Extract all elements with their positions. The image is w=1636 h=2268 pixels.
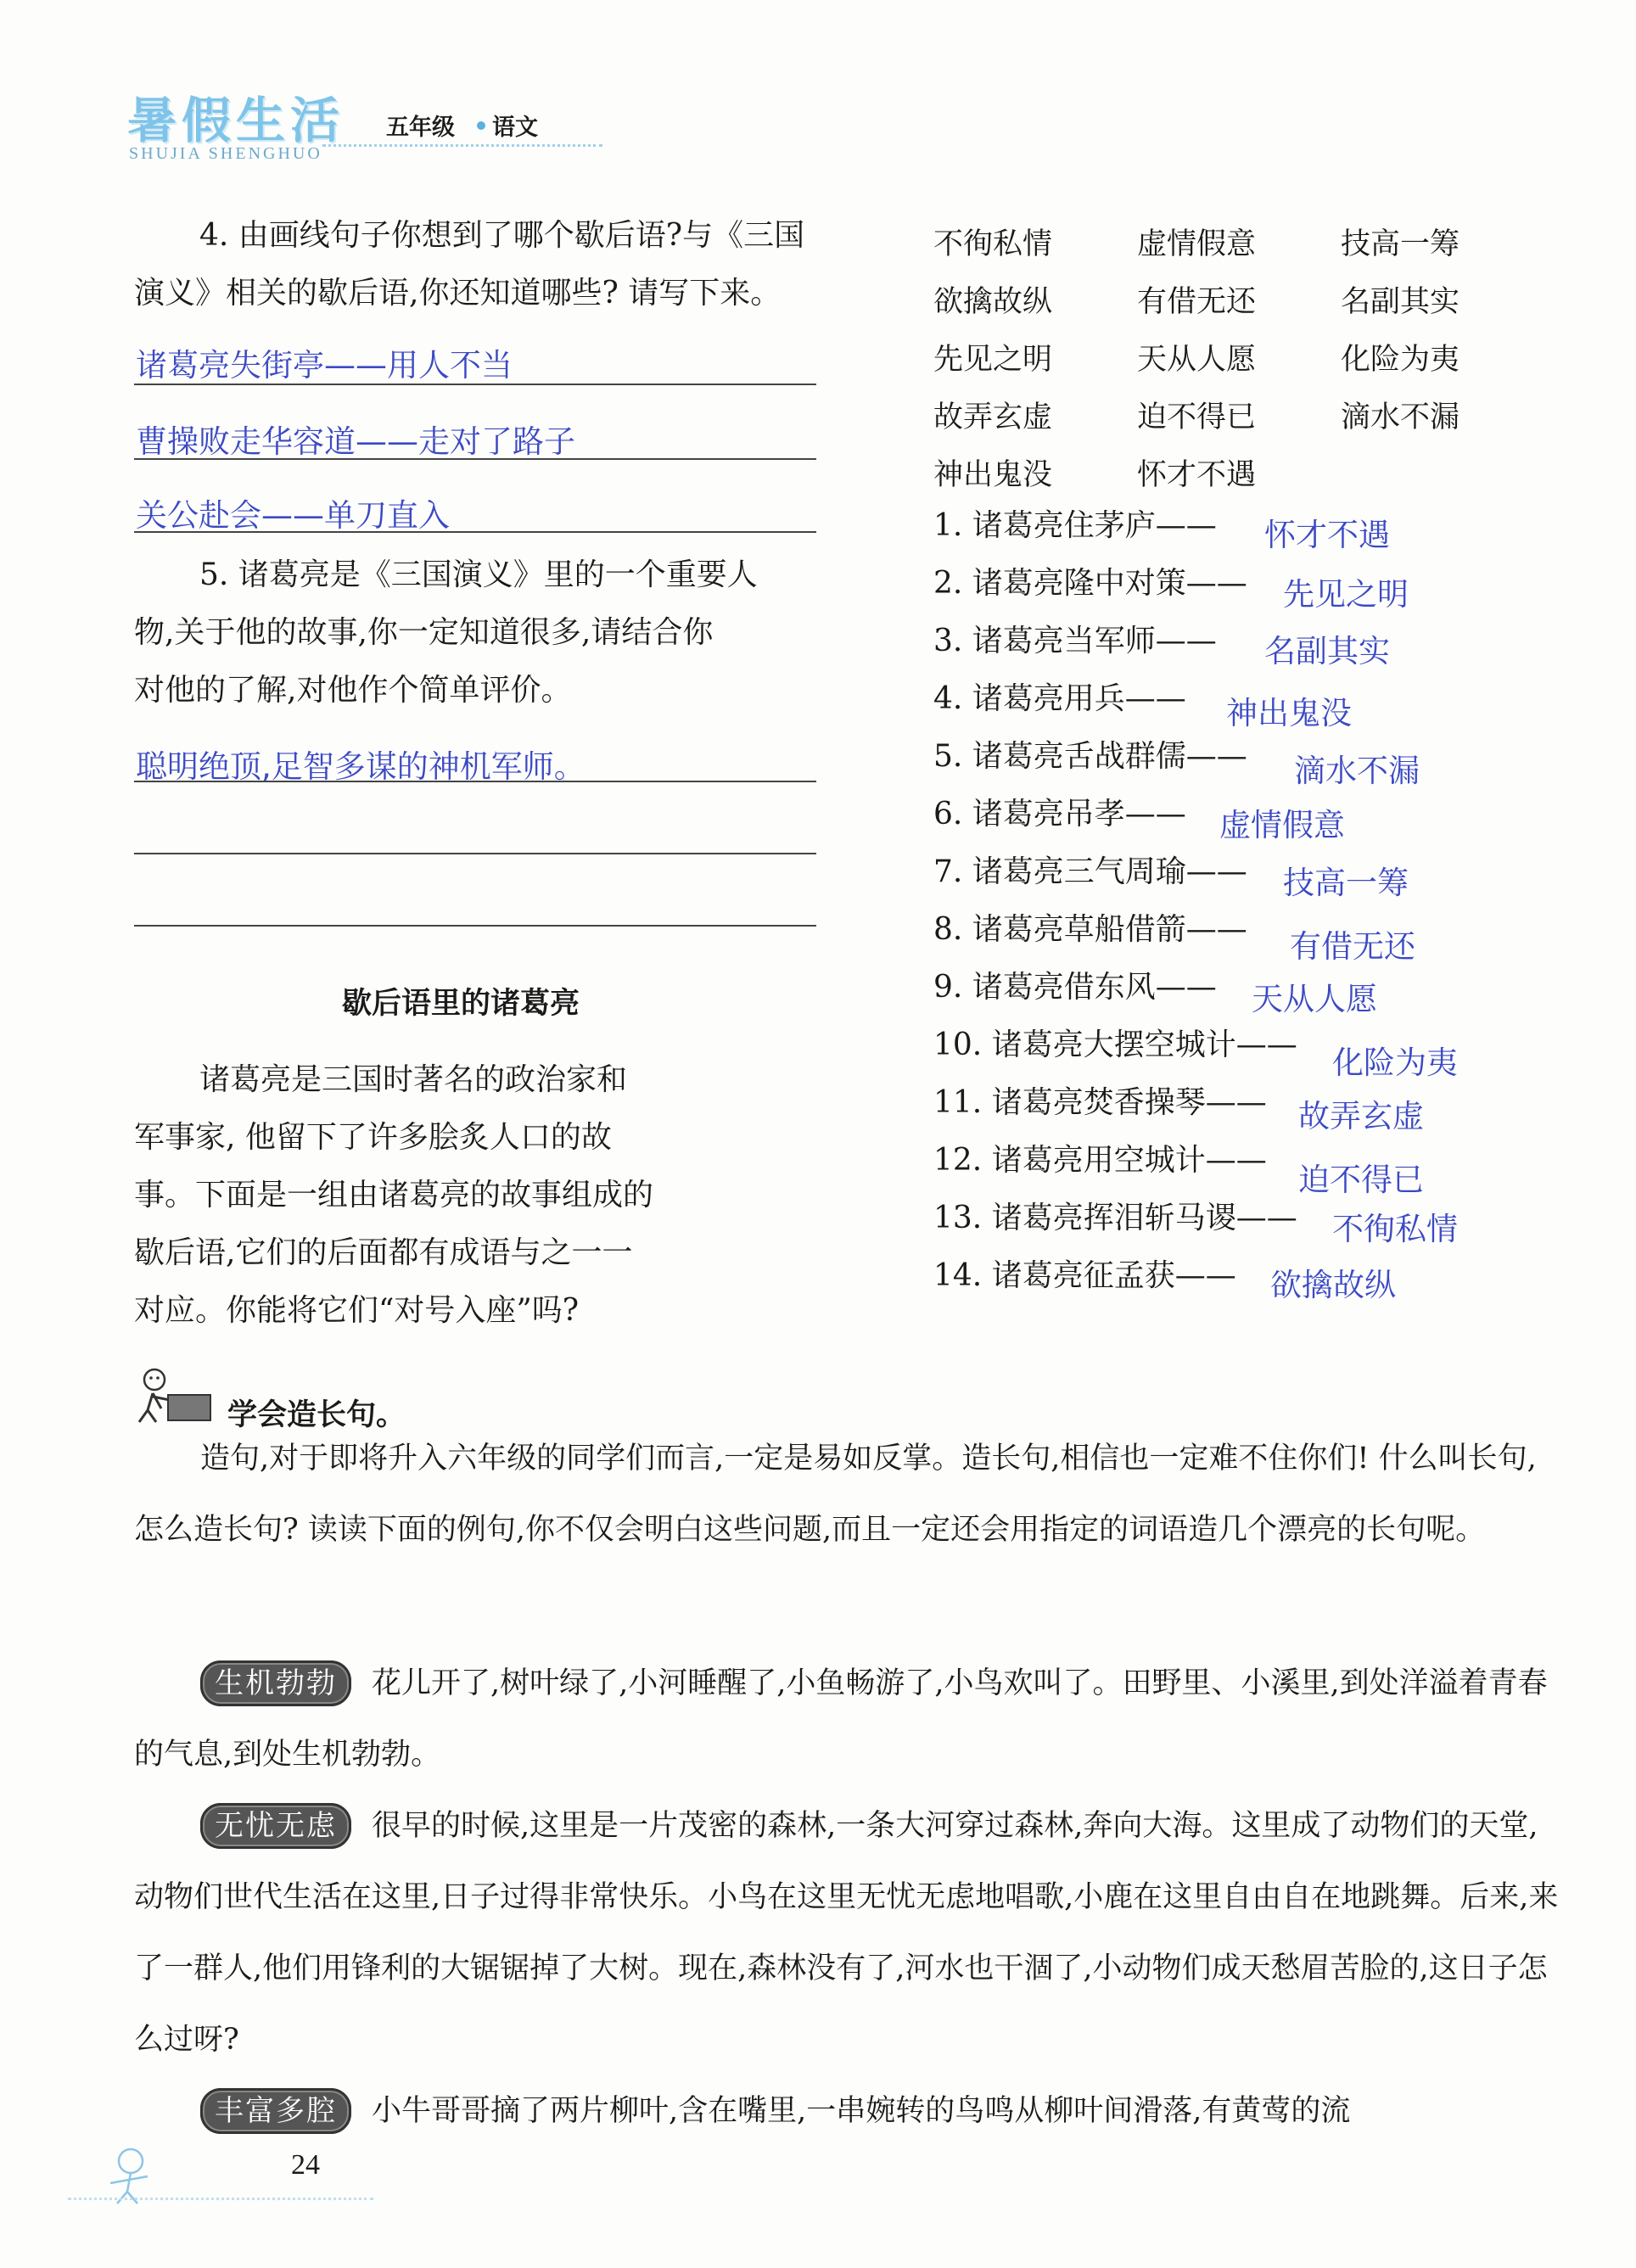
- answer-line: [134, 853, 816, 854]
- match-question: 14. 诸葛亮征孟获——: [933, 1258, 1236, 1293]
- match-answer: 先见之明: [1283, 576, 1409, 613]
- grade-label: 五年级: [386, 115, 455, 141]
- answer-line: [134, 531, 816, 533]
- match-question: 1. 诸葛亮住茅庐——: [933, 508, 1217, 543]
- brand-logo: 暑假生活: [127, 92, 345, 149]
- example-text: 很早的时候,这里是一片茂密的森林,一条大河穿过森林,奔向大海。这里成了动物们的天堂,动物们世代生活在这里,日子过得非常快乐。小鸟在这里无忧无虑地唱歌,小鹿在这里自由自在地跳舞。后来,来了一群人,他们用锋利的大锯锯掉了大树。现在,森林没有了,河水也干涸了,小动物们成天愁眉苦脸的,这日子怎么过呀?: [134, 1809, 1559, 2057]
- match-question: 7. 诸葛亮三气周瑜——: [933, 854, 1247, 889]
- long-sentence-intro: 造句,对于即将升入六年级的同学们而言,一定是易如反掌。造长句,相信也一定难不住你们! 什么叫长句,怎么造长句? 读读下面的例句,你不仅会明白这些问题,而且一定还会用指定的词语造几个漂亮的长句呢。: [134, 1442, 1537, 1547]
- boy-reading-icon: [127, 1366, 212, 1427]
- page-number: 24: [291, 2149, 320, 2181]
- brand-subtitle: SHUJIA SHENGHUO: [129, 144, 322, 163]
- match-answer: 故弄玄虚: [1298, 1098, 1424, 1134]
- match-answer: 名副其实: [1264, 633, 1390, 669]
- match-question: 11. 诸葛亮焚香操琴——: [933, 1085, 1267, 1120]
- header-divider: [322, 144, 602, 147]
- match-question: 9. 诸葛亮借东风——: [933, 970, 1217, 1005]
- idiom-tag: 生机勃勃: [200, 1660, 351, 1706]
- match-question: 8. 诸葛亮草船借箭——: [933, 912, 1247, 947]
- section-title: 歇后语里的诸葛亮: [342, 987, 580, 1021]
- example-text: 花儿开了,树叶绿了,小河睡醒了,小鱼畅游了,小鸟欢叫了。田野里、小溪里,到处洋溢着青春的气息,到处生机勃勃。: [134, 1666, 1548, 1772]
- section-line-5: 对应。你能将它们“对号入座”吗?: [134, 1293, 580, 1328]
- section-line-1: 诸葛亮是三国时著名的政治家和: [199, 1062, 628, 1097]
- answer-line: [134, 781, 816, 782]
- section-line-4: 歇后语,它们的后面都有成语与之一一: [134, 1235, 633, 1270]
- q4-line-2: 演义》相关的歇后语,你还知道哪些? 请写下来。: [134, 276, 782, 311]
- answer-line: [134, 925, 816, 927]
- match-answer: 怀才不遇: [1264, 517, 1390, 553]
- match-answer: 有借无还: [1290, 928, 1415, 965]
- idiom: 化险为夷: [1341, 343, 1460, 377]
- match-answer: 滴水不漏: [1294, 753, 1420, 789]
- match-answer: 技高一筹: [1283, 865, 1409, 901]
- idiom: 欲擒故纵: [933, 285, 1053, 319]
- match-answer: 不徇私情: [1332, 1211, 1458, 1247]
- match-answer: 天从人愿: [1252, 981, 1377, 1017]
- q4-line-1: 4. 由画线句子你想到了哪个歇后语?与《三国: [199, 218, 805, 253]
- q4-answer-1: 诸葛亮失街亭——用人不当: [136, 347, 513, 384]
- match-question: 12. 诸葛亮用空城计——: [933, 1143, 1267, 1178]
- idiom: 有借无还: [1137, 285, 1257, 319]
- match-answer: 欲擒故纵: [1270, 1267, 1396, 1303]
- example-paragraph: [134, 1648, 1560, 1790]
- match-question: 6. 诸葛亮吊孝——: [933, 797, 1186, 832]
- idiom: 名副其实: [1341, 285, 1460, 319]
- example-text: 小牛哥哥摘了两片柳叶,含在嘴里,一串婉转的鸟鸣从柳叶间滑落,有黄莺的流: [372, 2094, 1351, 2128]
- footer-kid-icon: [85, 2142, 161, 2210]
- answer-line: [134, 458, 816, 460]
- section-line-2: 军事家, 他留下了许多脍炙人口的故: [134, 1120, 612, 1155]
- match-question: 2. 诸葛亮隆中对策——: [933, 566, 1247, 601]
- q5-answer: 聪明绝顶,足智多谋的神机军师。: [136, 748, 585, 785]
- answer-line: [134, 384, 816, 385]
- idiom-tag: 无忧无虑: [200, 1803, 351, 1849]
- idiom: 神出鬼没: [933, 458, 1053, 492]
- separator-dot-icon: [477, 121, 485, 130]
- match-answer: 神出鬼没: [1226, 695, 1352, 731]
- match-question: 10. 诸葛亮大摆空城计——: [933, 1028, 1297, 1062]
- match-question: 4. 诸葛亮用兵——: [933, 681, 1186, 716]
- match-answer: 迫不得已: [1298, 1162, 1424, 1198]
- example-paragraph: [134, 2075, 1560, 2147]
- idiom: 先见之明: [933, 343, 1053, 377]
- q4-answer-3: 关公赴会——单刀直入: [136, 497, 450, 534]
- idiom: 怀才不遇: [1137, 458, 1257, 492]
- long-sentence-heading: 学会造长句。: [227, 1398, 406, 1432]
- q5-line-1: 5. 诸葛亮是《三国演义》里的一个重要人: [199, 557, 758, 592]
- q5-line-2: 物,关于他的故事,你一定知道很多,请结合你: [134, 615, 714, 650]
- idiom: 技高一筹: [1341, 227, 1460, 261]
- example-paragraph: [134, 1790, 1560, 2075]
- q4-answer-2: 曹操败走华容道——走对了路子: [136, 423, 575, 460]
- match-question: 5. 诸葛亮舌战群儒——: [933, 739, 1247, 774]
- match-answer: 虚情假意: [1219, 807, 1345, 843]
- idiom-tag: 丰富多腔: [200, 2088, 351, 2134]
- idiom: 不徇私情: [933, 227, 1053, 261]
- q5-line-3: 对他的了解,对他作个简单评价。: [134, 673, 572, 708]
- idiom: 滴水不漏: [1341, 400, 1460, 434]
- footer-divider: [68, 2198, 373, 2200]
- idiom: 故弄玄虚: [933, 400, 1053, 434]
- match-question: 13. 诸葛亮挥泪斩马谡——: [933, 1201, 1297, 1235]
- idiom: 虚情假意: [1137, 227, 1257, 261]
- idiom: 天从人愿: [1137, 343, 1257, 377]
- section-line-3: 事。下面是一组由诸葛亮的故事组成的: [134, 1178, 654, 1212]
- match-question: 3. 诸葛亮当军师——: [933, 624, 1217, 658]
- match-answer: 化险为夷: [1332, 1044, 1458, 1081]
- idiom: 迫不得已: [1137, 400, 1257, 434]
- subject-label: 语文: [492, 115, 538, 141]
